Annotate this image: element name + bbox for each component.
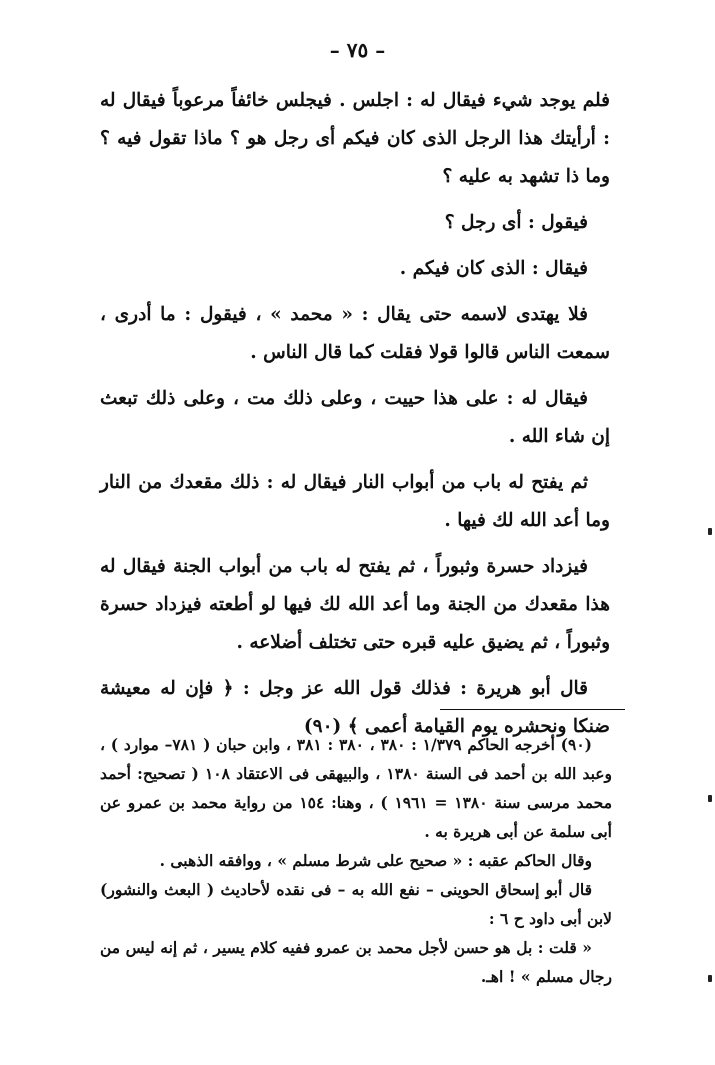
edge-mark (708, 975, 712, 982)
paragraph: فلم يوجد شيء فيقال له : اجلس . فيجلس خائفاً مرعوباً فيقال له : أرأيتك هذا الرجل الذى كان فيكم أى رجل هو ؟ ماذا تقول فيه ؟ وما ذا تشهد به عليه ؟ (100, 90, 610, 187)
main-text (100, 82, 610, 754)
paragraph: فيقول : أى رجل ؟ (444, 212, 588, 233)
edge-mark (708, 795, 712, 802)
footnote-paragraph: وقال الحاكم عقبه : « صحيح على شرط مسلم » ، ووافقه الذهبى . (159, 851, 592, 870)
paragraph: فلا يهتدى لاسمه حتى يقال : « محمد » ، فيقول : ما أدرى ، سمعت الناس قالوا قولا فقلت كما قال الناس . (100, 304, 610, 363)
page-number: – ٧٥ – (329, 38, 386, 62)
paragraph: قال أبو هريرة : فذلك قول الله عز وجل : ﴿ فإن له معيشة ضنكا ونحشره يوم القيامة أعمى ﴾ (٩٠) (100, 678, 610, 737)
footnotes (100, 730, 612, 991)
edge-mark (708, 528, 712, 535)
paragraph: فيزداد حسرة وثبوراً ، ثم يفتح له باب من أبواب الجنة فيقال له هذا مقعدك من الجنة وما أعد الله لك فيها لو أطعته فيزداد حسرة وثبوراً ، ثم يضيق عليه قبره حتى تختلف أضلاعه . (100, 556, 610, 653)
footnote-paragraph: « قلت : بل هو حسن لأجل محمد بن عمرو ففيه كلام يسير ، ثم إنه ليس من رجال مسلم » ! اهـ. (100, 938, 612, 986)
paragraph: ثم يفتح له باب من أبواب النار فيقال له : ذلك مقعدك من النار وما أعد الله لك فيها . (100, 472, 610, 531)
footnote-paragraph: قال أبو إسحاق الحوينى – نفع الله به – فى نقده لأحاديث ( البعث والنشور) لابن أبى داود ح ٦ : (100, 880, 612, 928)
footnote-separator (440, 709, 625, 710)
paragraph: فيقال له : على هذا حييت ، وعلى ذلك مت ، وعلى ذلك تبعث إن شاء الله . (100, 388, 610, 447)
footnote-paragraph: (٩٠) أخرجه الحاكم ١/٣٧٩ : ٣٨٠ ، ٣٨٠ : ٣٨١ ، وابن حبان ( ٧٨١– موارد ) ، وعبد الله بن أحمد فى السنة ١٣٨٠ ، والبيهقى فى الاعتقاد ١٠٨ ( تصحيح: أحمد محمد مرسى سنة ١٣٨٠ = ١٩٦١ ) ، وهنا: ١٥٤ من رواية محمد بن عمرو عن أبى سلمة عن أبى هريرة به . (100, 735, 612, 841)
paragraph: فيقال : الذى كان فيكم . (399, 258, 588, 279)
